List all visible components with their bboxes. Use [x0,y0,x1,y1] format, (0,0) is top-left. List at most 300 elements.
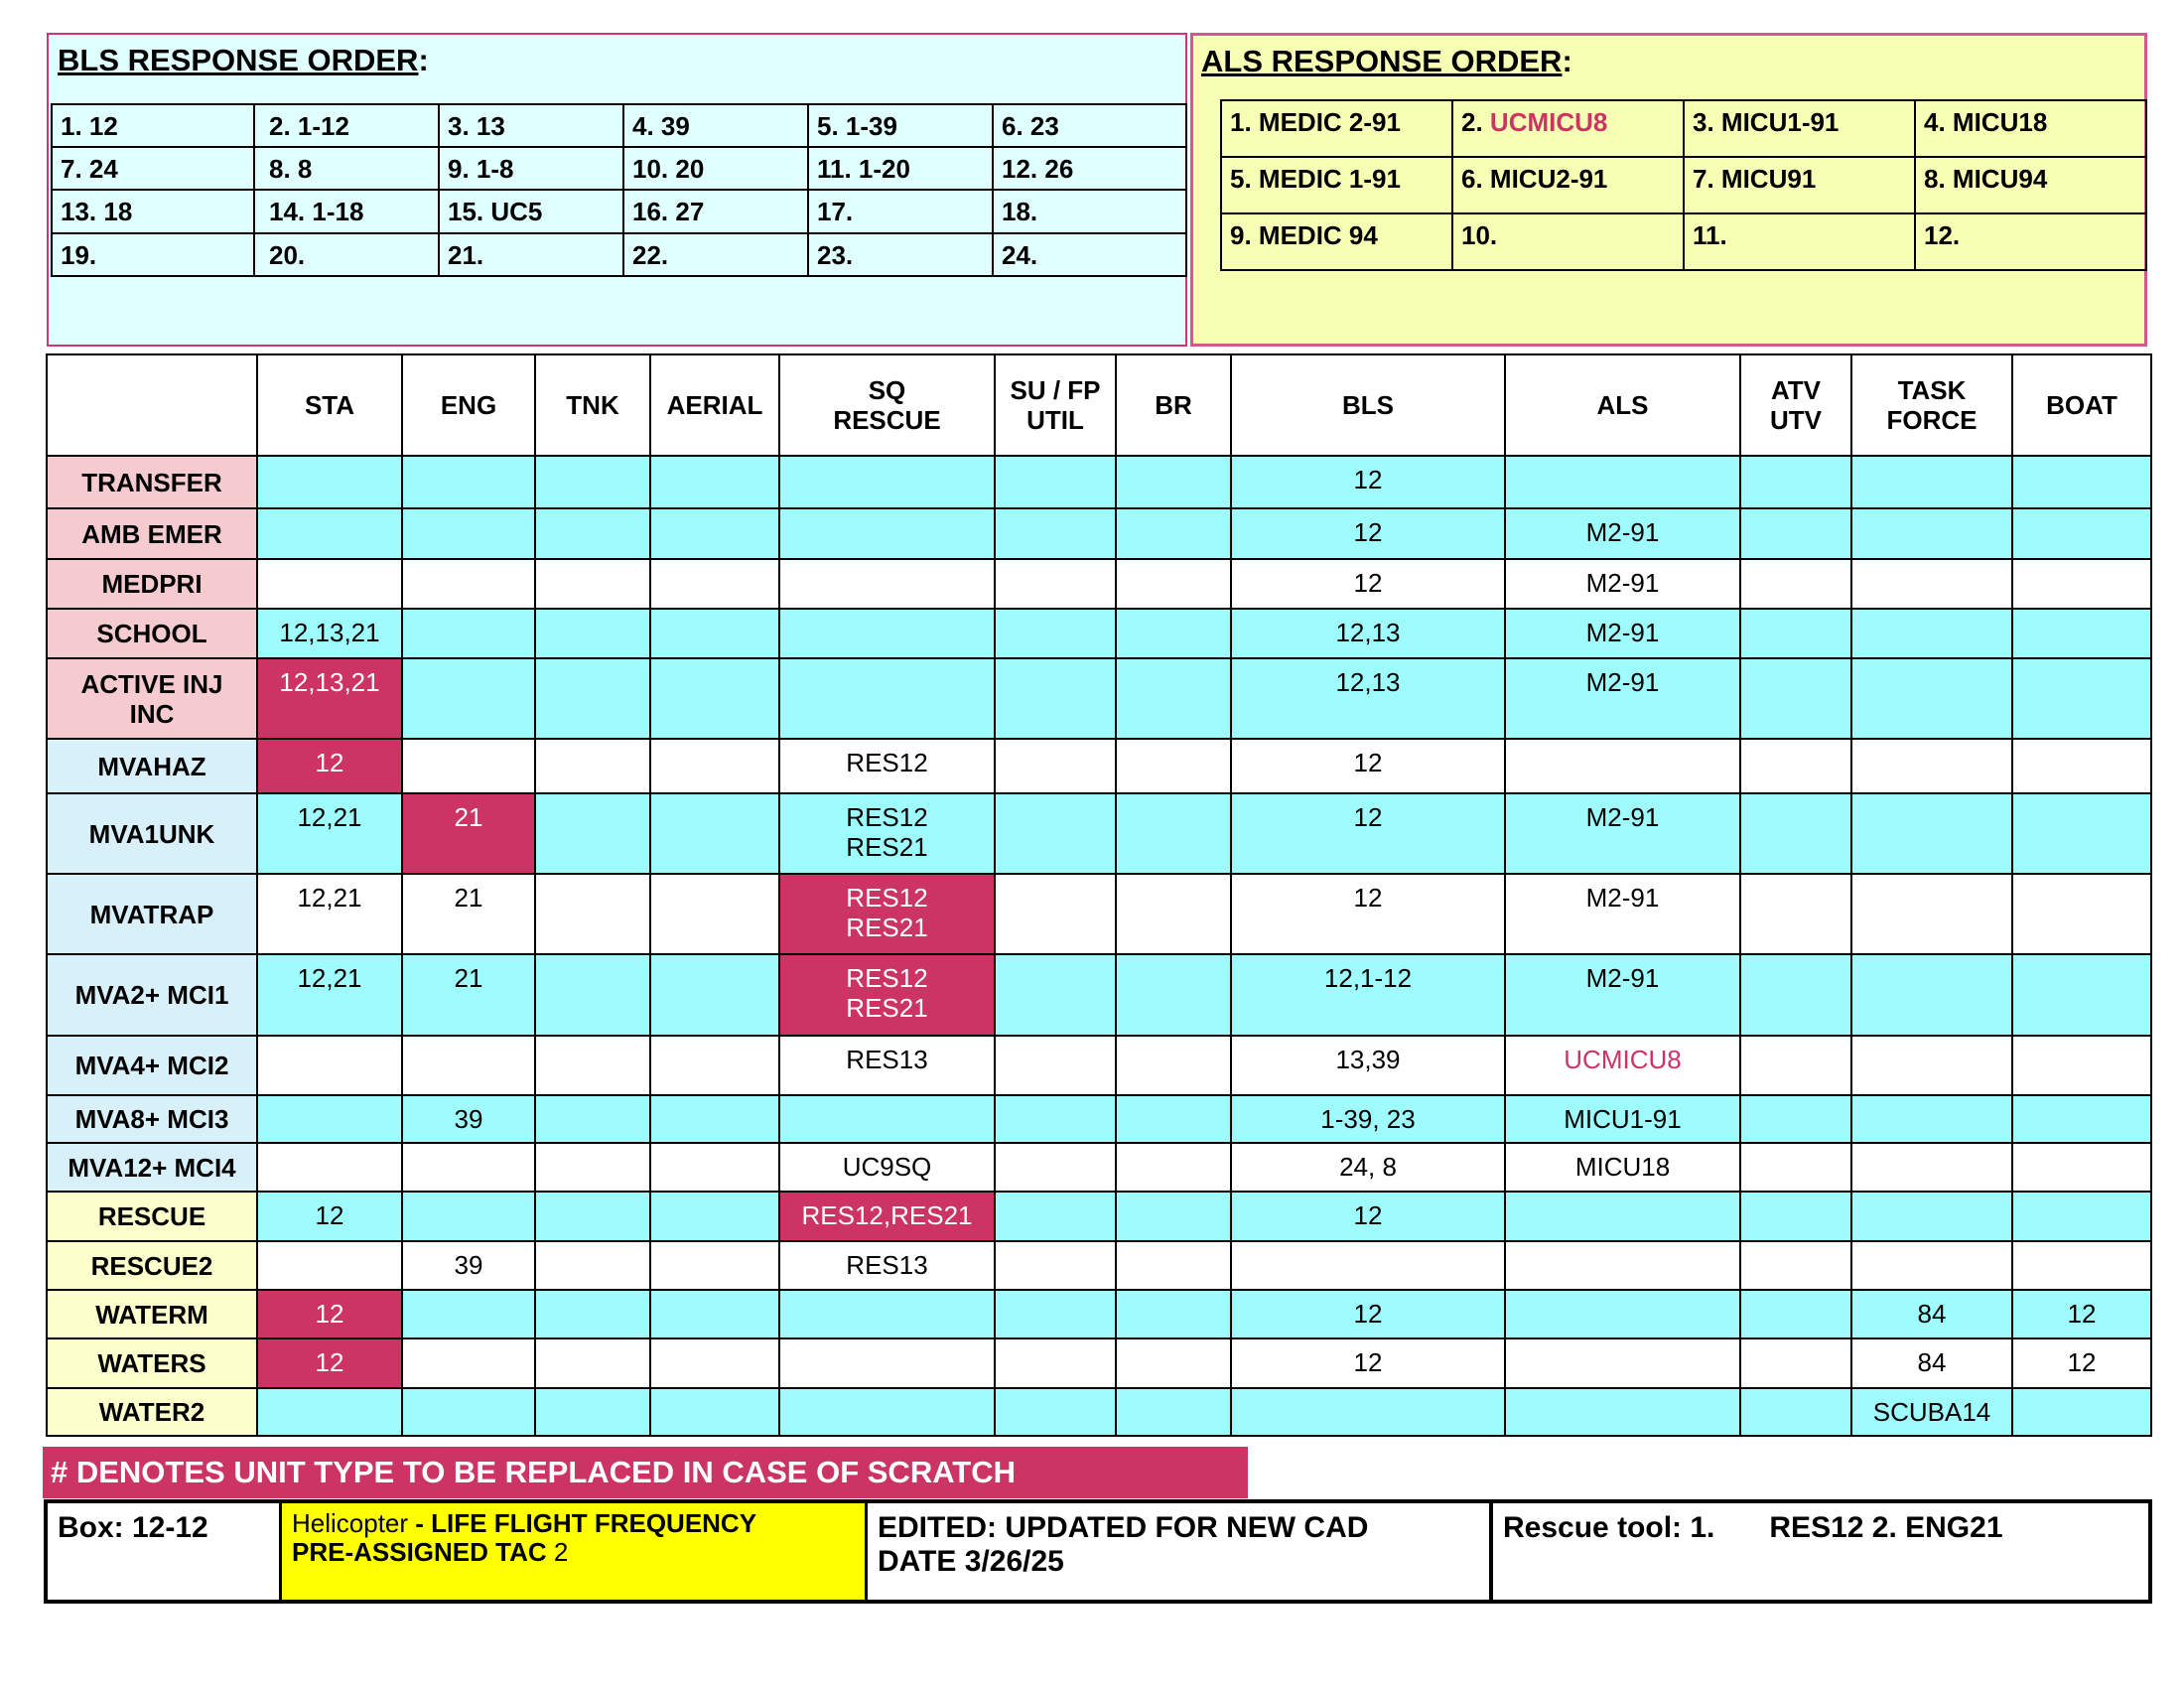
assignment-cell [995,874,1116,954]
als-order-cell [1915,100,2146,157]
assignment-cell [1505,739,1740,793]
assignment-cell [2012,954,2151,1036]
assignment-cell [402,559,535,609]
als-order-unit: MEDIC 2-91 [1258,107,1401,137]
rescue-tool-units: RES12 2. ENG21 [1769,1511,2003,1544]
assignment-cell [1116,1192,1231,1241]
assignment-cell [402,456,535,508]
assignment-cell: UC9SQ [779,1143,995,1192]
assignment-cell [1740,1036,1851,1095]
tac-line [292,1538,855,1567]
assignment-cell [2012,739,2151,793]
assignment-cell [535,1036,650,1095]
assignment-cell [1740,874,1851,954]
assignment-cell [1116,954,1231,1036]
als-order-number: 8. [1924,164,1946,194]
assignment-cell [1740,1290,1851,1338]
assignment-cell [2012,1095,2151,1143]
assignment-cell [535,739,650,793]
assignment-cell [2012,658,2151,739]
bls-order-cell: 3. 13 [439,104,623,147]
assignment-cell: RES13 [779,1036,995,1095]
assignment-cell [1116,559,1231,609]
assignment-cell [1851,954,2012,1036]
incident-row [47,1192,2151,1241]
assignment-cell [995,1143,1116,1192]
assignment-cell: RES13 [779,1241,995,1290]
bls-order-cell: 23. [808,233,993,276]
incident-type-label: TRANSFER [47,456,257,508]
assignment-cell [650,1143,779,1192]
assignment-cell [402,1036,535,1095]
assignment-cell [1505,1241,1740,1290]
assignment-cell [257,508,402,559]
incident-type-label: MVA2+ MCI1 [47,954,257,1036]
scratch-note-banner [43,1447,1248,1498]
assignment-cell: 12,13 [1231,658,1505,739]
assignment-cell [995,1192,1116,1241]
assignment-cell [2012,1241,2151,1290]
assignment-cell: RES12 RES21 [779,954,995,1036]
assignment-cell: 39 [402,1241,535,1290]
als-order-cell [1452,157,1684,213]
assignment-cell [535,559,650,609]
assignment-cell: 12 [1231,793,1505,874]
tac-value: 2 [546,1537,569,1567]
bls-order-table [51,103,1187,277]
assignment-cell [650,1290,779,1338]
assignment-cell: 12 [1231,508,1505,559]
assignment-cell: 21 [402,874,535,954]
column-header-task-force: TASK FORCE [1851,354,2012,456]
assignment-cell [1231,1388,1505,1436]
assignment-cell [650,658,779,739]
bls-order-cell: 18. [993,190,1186,233]
bls-order-cell: 21. [439,233,623,276]
assignment-cell [535,793,650,874]
assignment-cell [1116,1338,1231,1388]
assignment-cell: RES12 RES21 [779,874,995,954]
assignment-cell: 12,21 [257,954,402,1036]
assignment-cell [1740,658,1851,739]
box-number-cell [48,1503,282,1600]
bls-order-cell: 19. [52,233,254,276]
assignment-cell [1116,1095,1231,1143]
als-order-number: 7. [1693,164,1714,194]
assignment-cell [1740,456,1851,508]
incident-row [47,1338,2151,1388]
assignment-cell [1740,793,1851,874]
assignment-cell [995,609,1116,658]
assignment-cell [650,1095,779,1143]
matrix-corner-cell [47,354,257,456]
assignment-cell [1851,793,2012,874]
assignment-cell [1116,1241,1231,1290]
assignment-cell: M2-91 [1505,874,1740,954]
assignment-cell [1851,1192,2012,1241]
bls-order-cell: 7. 24 [52,147,254,190]
als-order-unit: MICU94 [1952,164,2048,194]
bls-order-cell: 20. [254,233,439,276]
assignment-cell: MICU1-91 [1505,1095,1740,1143]
assignment-cell: 12,13 [1231,609,1505,658]
assignment-cell [1740,1338,1851,1388]
assignment-cell [995,508,1116,559]
assignment-cell [779,609,995,658]
assignment-cell [995,1241,1116,1290]
assignment-cell [1116,456,1231,508]
bls-order-cell: 22. [623,233,808,276]
assignment-cell [2012,609,2151,658]
bls-order-row [52,104,1186,147]
als-order-number: 2. [1461,107,1483,137]
column-header-bls: BLS [1231,354,1505,456]
column-header-eng: ENG [402,354,535,456]
assignment-cell [1851,508,2012,559]
incident-row [47,793,2151,874]
assignment-cell [650,1388,779,1436]
assignment-cell [257,1036,402,1095]
assignment-cell [1740,739,1851,793]
assignment-cell [779,1388,995,1436]
assignment-cell [535,1143,650,1192]
assignment-cell [779,559,995,609]
incident-row [47,1290,2151,1338]
tac-label: PRE-ASSIGNED TAC [292,1537,547,1567]
assignment-cell [535,954,650,1036]
assignment-cell [1116,658,1231,739]
assignment-cell [995,1290,1116,1338]
als-order-cell [1452,100,1684,157]
assignment-cell [995,1338,1116,1388]
assignment-cell [257,1143,402,1192]
assignment-cell: 1-39, 23 [1231,1095,1505,1143]
assignment-cell: SCUBA14 [1851,1388,2012,1436]
assignment-cell: 12 [1231,1338,1505,1388]
bls-order-cell: 15. UC5 [439,190,623,233]
bls-order-cell: 5. 1-39 [808,104,993,147]
assignment-cell: 12 [1231,874,1505,954]
assignment-cell [650,954,779,1036]
als-order-row [1221,213,2146,270]
incident-type-label: WATERS [47,1338,257,1388]
assignment-cell [1231,1241,1505,1290]
als-order-cell [1684,100,1915,157]
assignment-cell [1116,1388,1231,1436]
assignment-cell [2012,456,2151,508]
assignment-cell: 21 [402,793,535,874]
assignment-cell: 39 [402,1095,535,1143]
assignment-cell: 12 [1231,1192,1505,1241]
incident-type-label: RESCUE [47,1192,257,1241]
assignment-cell [995,793,1116,874]
assignment-cell [1851,456,2012,508]
assignment-cell [2012,1388,2151,1436]
column-header-boat: BOAT [2012,354,2151,456]
assignment-cell: M2-91 [1505,559,1740,609]
assignment-cell [1740,609,1851,658]
incident-type-label: MVAHAZ [47,739,257,793]
life-flight-frequency: - LIFE FLIGHT FREQUENCY [408,1508,757,1538]
assignment-cell [1851,559,2012,609]
assignment-cell: 12 [257,1192,402,1241]
assignment-cell [402,609,535,658]
incident-type-label: SCHOOL [47,609,257,658]
assignment-cell [650,874,779,954]
assignment-cell [2012,508,2151,559]
incident-type-label: RESCUE2 [47,1241,257,1290]
assignment-cell [1851,1241,2012,1290]
assignment-cell: 21 [402,954,535,1036]
response-matrix-table [46,353,2152,1437]
assignment-cell: 12 [1231,739,1505,793]
assignment-cell [650,609,779,658]
assignment-cell: 84 [1851,1338,2012,1388]
bls-order-cell: 24. [993,233,1186,276]
assignment-cell: 12 [257,739,402,793]
bls-order-cell: 11. 1-20 [808,147,993,190]
als-order-table [1220,99,2147,271]
bls-order-cell: 17. [808,190,993,233]
als-order-unit: MICU2-91 [1489,164,1608,194]
assignment-cell [1505,1290,1740,1338]
assignment-cell [1116,609,1231,658]
assignment-cell [650,1241,779,1290]
assignment-cell: RES12 [779,739,995,793]
assignment-cell: 12 [1231,559,1505,609]
assignment-cell [650,508,779,559]
scratch-note-text: # DENOTES UNIT TYPE TO BE REPLACED IN CASE OF SCRATCH [51,1455,1017,1489]
bls-order-cell: 14. 1-18 [254,190,439,233]
assignment-cell: 12 [257,1290,402,1338]
assignment-cell [2012,1036,2151,1095]
assignment-cell: 12,21 [257,793,402,874]
assignment-cell [1740,559,1851,609]
incident-row [47,739,2151,793]
als-order-title: ALS RESPONSE ORDER: [1201,44,1572,78]
assignment-cell: UCMICU8 [1505,1036,1740,1095]
assignment-cell [402,1192,535,1241]
assignment-cell: 12,21 [257,874,402,954]
assignment-cell [257,456,402,508]
incident-row [47,874,2151,954]
assignment-cell [1740,1241,1851,1290]
assignment-cell: M2-91 [1505,609,1740,658]
assignment-cell [1116,793,1231,874]
incident-type-label: AMB EMER [47,508,257,559]
edited-note-cell [868,1503,1493,1600]
bls-order-cell: 10. 20 [623,147,808,190]
als-order-number: 10. [1461,220,1498,250]
als-order-cell [1221,100,1452,157]
als-order-unit: UCMICU8 [1489,107,1608,137]
rescue-tool-label: Rescue tool: 1. [1503,1511,1715,1544]
assignment-cell [1116,739,1231,793]
assignment-cell [1851,1036,2012,1095]
assignment-cell [995,658,1116,739]
assignment-cell [779,456,995,508]
assignment-cell [535,1241,650,1290]
als-order-unit: MEDIC 1-91 [1258,164,1401,194]
incident-type-label: MVA4+ MCI2 [47,1036,257,1095]
assignment-cell [535,609,650,658]
als-order-unit: MICU91 [1720,164,1817,194]
assignment-cell: 84 [1851,1290,2012,1338]
incident-row [47,1095,2151,1143]
als-order-cell [1221,213,1452,270]
column-header-atv-utv: ATV UTV [1740,354,1851,456]
assignment-cell [257,1241,402,1290]
assignment-cell [1851,1095,2012,1143]
assignment-cell [779,508,995,559]
assignment-cell: 12 [2012,1290,2151,1338]
helicopter-prefix: Helicopter [292,1508,409,1538]
als-order-cell [1221,157,1452,213]
assignment-cell [1116,1290,1231,1338]
bls-order-cell: 9. 1-8 [439,147,623,190]
assignment-cell [1851,1143,2012,1192]
bls-order-cell: 4. 39 [623,104,808,147]
footer-info-row [44,1499,2152,1604]
assignment-cell [2012,874,2151,954]
assignment-cell [650,559,779,609]
bls-order-cell: 1. 12 [52,104,254,147]
assignment-cell [995,954,1116,1036]
column-header-br: BR [1116,354,1231,456]
als-order-number: 4. [1924,107,1946,137]
als-order-number: 9. [1230,220,1252,250]
als-order-number: 5. [1230,164,1252,194]
assignment-cell [402,739,535,793]
incident-type-label: MVATRAP [47,874,257,954]
assignment-cell: 24, 8 [1231,1143,1505,1192]
helicopter-cell [282,1503,868,1600]
incident-type-label: ACTIVE INJ INC [47,658,257,739]
assignment-cell: M2-91 [1505,658,1740,739]
assignment-cell [535,508,650,559]
als-order-number: 3. [1693,107,1714,137]
als-order-cell [1915,213,2146,270]
incident-row [47,609,2151,658]
assignment-cell [995,739,1116,793]
assignment-cell [535,874,650,954]
helicopter-line [292,1509,855,1538]
bls-order-cell: 8. 8 [254,147,439,190]
rescue-tool-cell [1493,1503,2148,1600]
als-order-cell [1915,157,2146,213]
assignment-cell [2012,1143,2151,1192]
bls-response-order-panel [47,33,1187,347]
bls-order-cell: 2. 1-12 [254,104,439,147]
als-response-order-panel [1190,33,2147,347]
als-order-number: 6. [1461,164,1483,194]
als-order-row [1221,157,2146,213]
assignment-cell [1851,739,2012,793]
assignment-cell [2012,559,2151,609]
assignment-cell [257,1095,402,1143]
assignment-cell [995,456,1116,508]
edited-date: DATE 3/26/25 [878,1545,1064,1578]
incident-row [47,559,2151,609]
assignment-cell [779,1095,995,1143]
assignment-cell [1740,1143,1851,1192]
assignment-cell [779,1290,995,1338]
incident-type-label: WATERM [47,1290,257,1338]
als-order-row [1221,100,2146,157]
column-header-als: ALS [1505,354,1740,456]
incident-row [47,1143,2151,1192]
bls-order-cell: 6. 23 [993,104,1186,147]
assignment-cell [535,658,650,739]
bls-order-cell: 13. 18 [52,190,254,233]
assignment-cell: RES12 RES21 [779,793,995,874]
assignment-cell [257,1388,402,1436]
assignment-cell [402,1143,535,1192]
als-order-number: 11. [1693,220,1727,250]
assignment-cell [1116,508,1231,559]
assignment-cell: 12 [2012,1338,2151,1388]
assignment-cell [1740,1388,1851,1436]
assignment-cell: M2-91 [1505,954,1740,1036]
assignment-cell: 12,13,21 [257,609,402,658]
assignment-cell: M2-91 [1505,793,1740,874]
als-order-unit: MICU18 [1952,107,2048,137]
assignment-cell [535,1192,650,1241]
incident-row [47,456,2151,508]
bls-order-cell: 12. 26 [993,147,1186,190]
als-order-unit: MEDIC 94 [1258,220,1378,250]
assignment-cell: 12 [1231,456,1505,508]
als-order-cell [1684,157,1915,213]
assignment-cell [2012,793,2151,874]
assignment-cell [535,1095,650,1143]
assignment-cell [650,793,779,874]
incident-row [47,954,2151,1036]
column-header-tnk: TNK [535,354,650,456]
assignment-cell [779,658,995,739]
incident-row [47,1036,2151,1095]
als-order-cell [1452,213,1684,270]
assignment-cell [402,1338,535,1388]
assignment-cell [995,1036,1116,1095]
assignment-cell [1851,874,2012,954]
als-order-number: 1. [1230,107,1252,137]
assignment-cell [402,658,535,739]
assignment-cell [650,1338,779,1388]
assignment-cell [2012,1192,2151,1241]
bls-order-title: BLS RESPONSE ORDER: [58,43,429,77]
column-header-sq-rescue: SQ RESCUE [779,354,995,456]
assignment-cell: 12,1-12 [1231,954,1505,1036]
assignment-cell [535,456,650,508]
box-number: Box: 12-12 [58,1511,208,1544]
assignment-cell [257,559,402,609]
incident-row [47,1241,2151,1290]
assignment-cell [1851,658,2012,739]
assignment-cell [1505,1192,1740,1241]
incident-row [47,1388,2151,1436]
edited-note: EDITED: UPDATED FOR NEW CAD [878,1511,1369,1544]
bls-order-cell: 16. 27 [623,190,808,233]
incident-type-label: MEDPRI [47,559,257,609]
assignment-cell [402,508,535,559]
assignment-cell: RES12,RES21 [779,1192,995,1241]
assignment-cell [779,1338,995,1388]
incident-row [47,508,2151,559]
assignment-cell: 12 [257,1338,402,1388]
assignment-cell [995,559,1116,609]
assignment-cell [1740,508,1851,559]
